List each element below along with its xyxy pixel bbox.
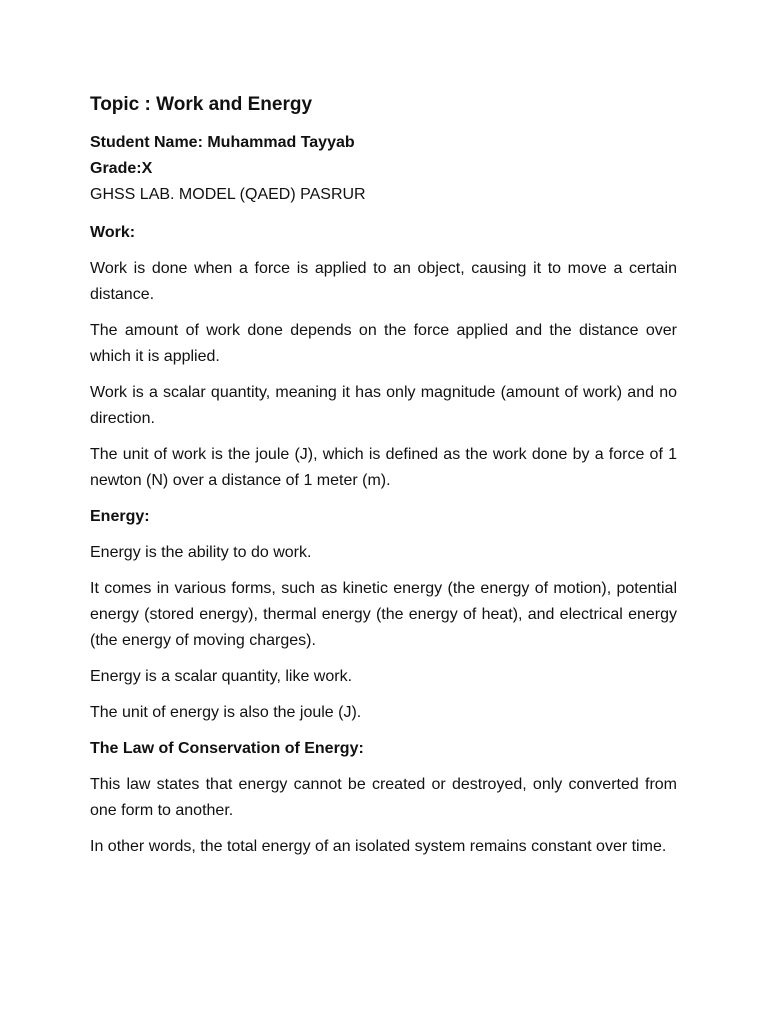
- energy-paragraph: Energy is the ability to do work.: [90, 544, 312, 561]
- work-paragraph: The amount of work done depends on the force applied and the distance over which it is applied.: [90, 322, 677, 365]
- energy-heading: Energy:: [90, 508, 150, 525]
- document-page: [90, 92, 677, 870]
- work-paragraph: Work is done when a force is applied to an object, causing it to move a certain distance.: [90, 260, 677, 303]
- work-paragraph: The unit of work is the joule (J), which is defined as the work done by a force of 1 newton (N) over a distance of 1 meter (m).: [90, 446, 677, 489]
- work-heading: Work:: [90, 224, 136, 241]
- conservation-heading: The Law of Conservation of Energy:: [90, 740, 364, 757]
- energy-paragraph: Energy is a scalar quantity, like work.: [90, 668, 353, 685]
- energy-paragraph: The unit of energy is also the joule (J).: [90, 704, 362, 721]
- conservation-paragraph: This law states that energy cannot be created or destroyed, only converted from one form to another.: [90, 776, 677, 819]
- document-title: Topic : Work and Energy: [90, 94, 313, 115]
- energy-paragraph: It comes in various forms, such as kinetic energy (the energy of motion), potential energy (stored energy), thermal energy (the energy of heat), and electrical energy (the energy of moving charges).: [90, 580, 677, 649]
- conservation-paragraph: In other words, the total energy of an isolated system remains constant over time.: [90, 838, 667, 855]
- work-paragraph: Work is a scalar quantity, meaning it has only magnitude (amount of work) and no direction.: [90, 384, 677, 427]
- student-name: Student Name: Muhammad Tayyab: [90, 134, 355, 151]
- grade: Grade:X: [90, 160, 153, 177]
- school-name: GHSS LAB. MODEL (QAED) PASRUR: [90, 186, 366, 203]
